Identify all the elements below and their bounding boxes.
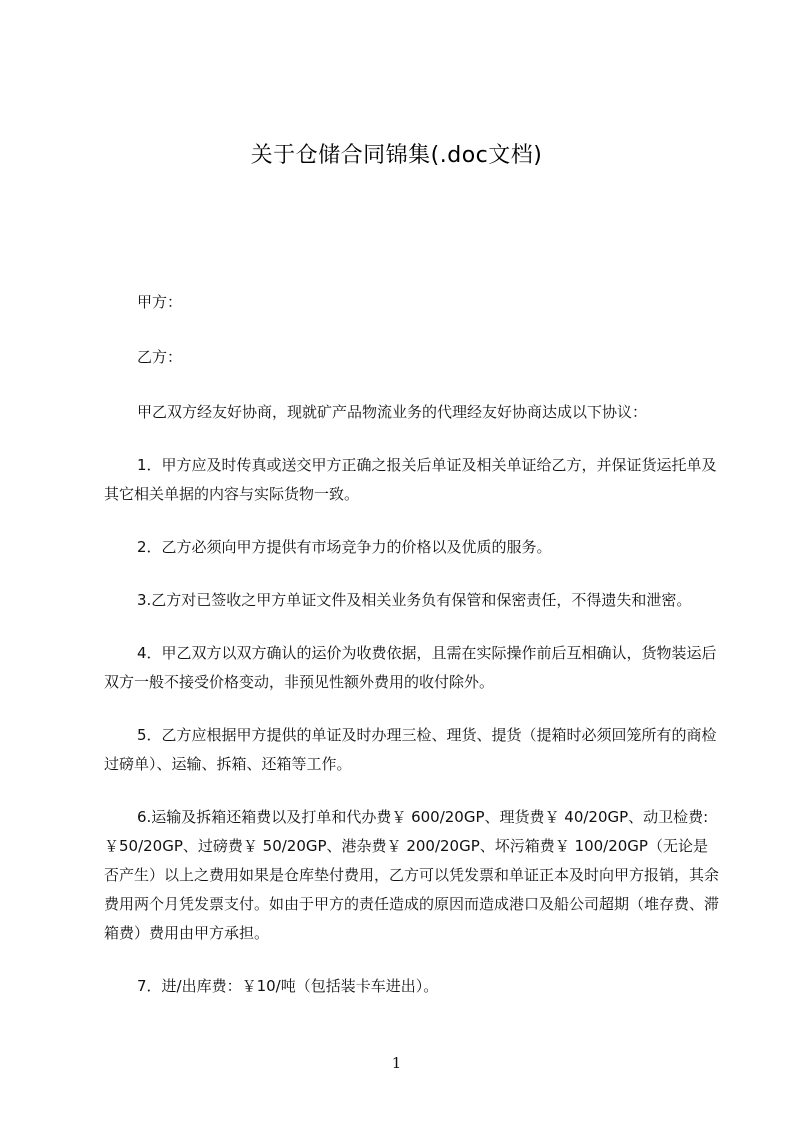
- clause-5: 5．乙方应根据甲方提供的单证及时办理三检、理货、提货（提箱时必须回笼所有的商检过磅单）、运输、拆箱、还箱等工作。: [104, 726, 717, 773]
- clause-6: 6.运输及拆箱还箱费以及打单和代办费￥ 600/20GP、理货费￥ 40/20GP、动卫检费:￥50/20GP、过磅费￥ 50/20GP、港杂费￥ 200/20GP、坏污箱费￥ 100/20GP（无论是否产生）以上之费用如果是仓库垫付费用，乙方可以凭发票和单证正本及时向甲方报销，其余费用两个月凭发票支付。如由于甲方的责任造成的原因而造成港口及船公司超期（堆存费、滞箱费）费用由甲方承担。: [104, 808, 720, 942]
- clause-2: 2．乙方必须向甲方提供有市场竞争力的价格以及优质的服务。: [137, 538, 552, 556]
- document-body: [104, 288, 720, 1025]
- clause-1: 1．甲方应及时传真或送交甲方正确之报关后单证及相关单证给乙方，并保证货运托单及其它相关单据的内容与实际货物一致。: [104, 456, 717, 503]
- page-number: 1: [391, 1054, 402, 1072]
- party-b-line: 乙方：: [137, 348, 183, 366]
- clause-4: 4．甲乙双方以双方确认的运价为收费依据，且需在实际操作前后互相确认，货物装运后双方一般不接受价格变动，非预见性额外费用的收付除外。: [104, 644, 717, 691]
- intro-paragraph: 甲乙双方经友好协商，现就矿产品物流业务的代理经友好协商达成以下协议：: [137, 403, 648, 421]
- party-a-line: 甲方：: [137, 293, 183, 311]
- document-title: 关于仓储合同锦集(.doc文档): [250, 143, 543, 168]
- clause-7: 7．进/出库费：￥10/吨（包括装卡车进出）。: [137, 977, 439, 995]
- clause-3: 3.乙方对已签收之甲方单证文件及相关业务负有保管和保密责任，不得遗失和泄密。: [137, 591, 692, 609]
